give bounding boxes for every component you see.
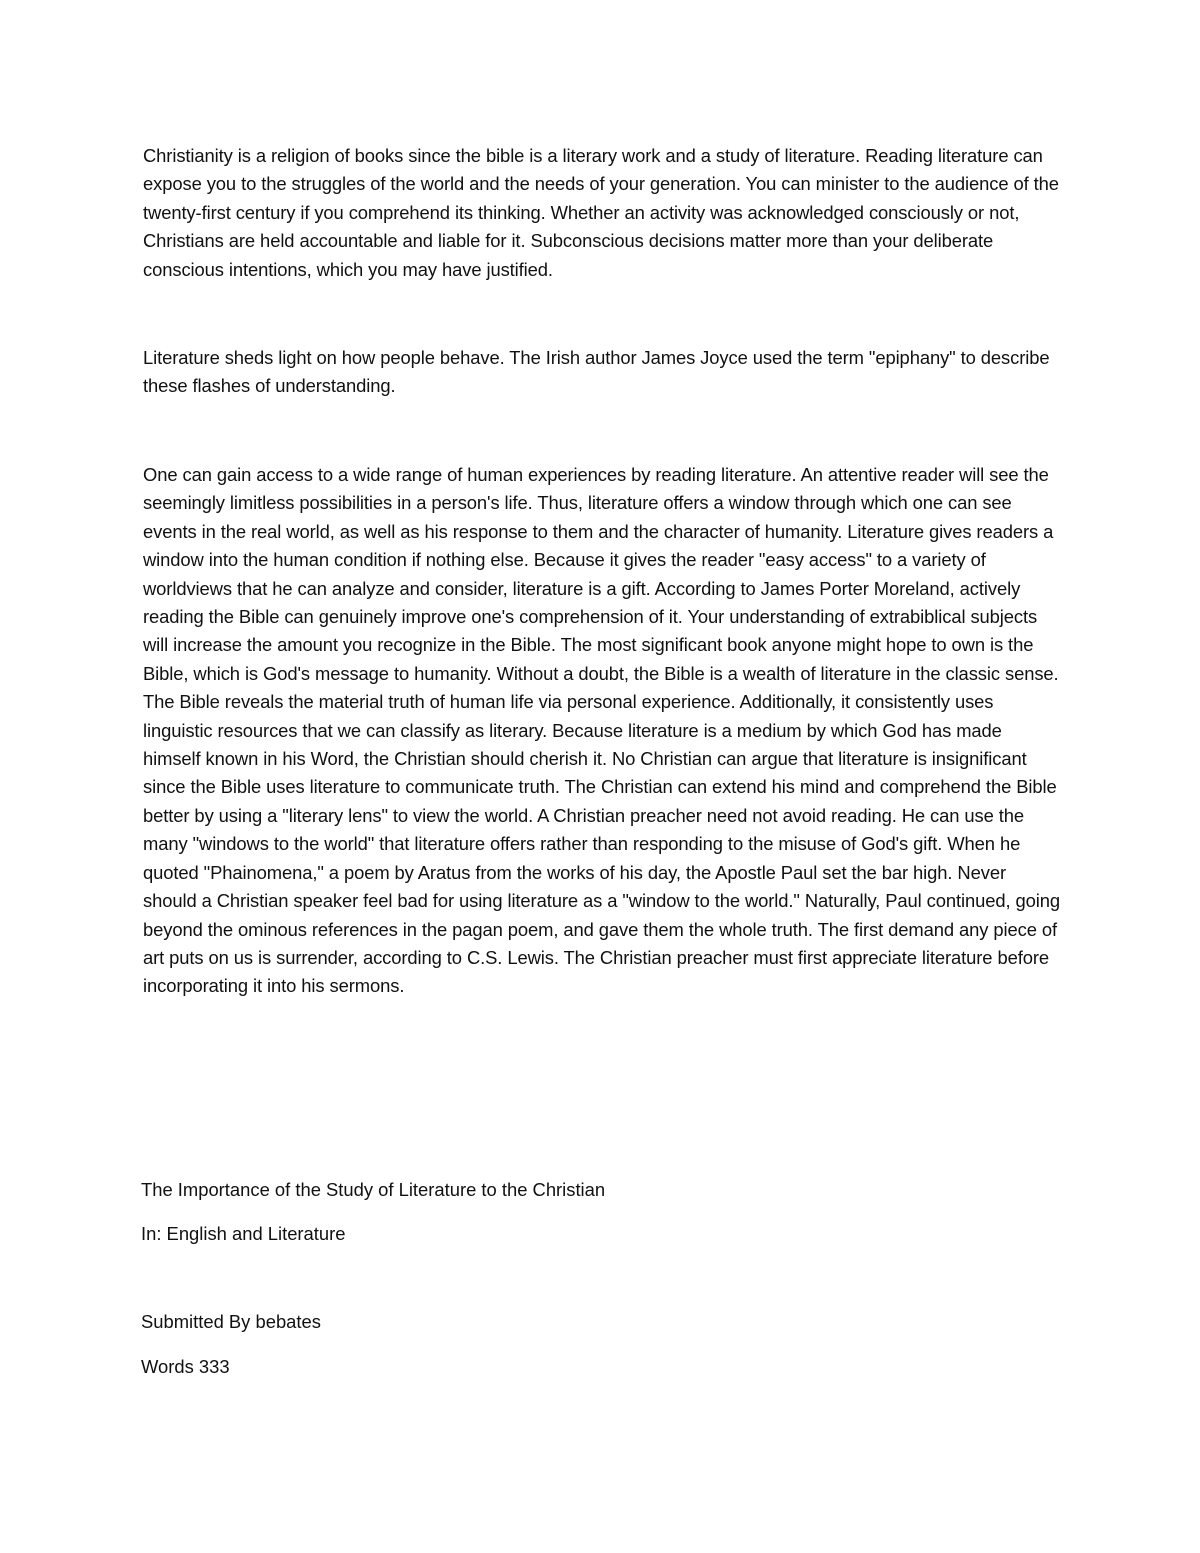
document-submitter: Submitted By bebates [141, 1311, 321, 1332]
document-word-count: Words 333 [141, 1356, 230, 1377]
document-category: In: English and Literature [141, 1223, 346, 1244]
paragraph-epiphany: Literature sheds light on how people behave. The Irish author James Joyce used the term "epiphany" to describe these flashes of understanding. [143, 347, 1050, 397]
paragraph-intro: Christianity is a religion of books since the bible is a literary work and a study of literature. Reading literature can expose you to the struggles of the world and the needs of your generation. You can minister to the audience of the twenty-first century if you comprehend its thinking. Whether an activity was acknowledged consciously or not, Christians are held accountable and liable for it. Subconscious decisions matter more than your deliberate conscious intentions, which you may have justified. [143, 145, 1059, 280]
paragraph-main: One can gain access to a wide range of human experiences by reading literature. An attentive reader will see the seemingly limitless possibilities in a person's life. Thus, literature offers a window through which one can see events in the real world, as well as his response to them and the character of humanity. Literature gives readers a window into the human condition if nothing else. Because it gives the reader "easy access" to a variety of worldviews that he can analyze and consider, literature is a gift. According to James Porter Moreland, actively reading the Bible can genuinely improve one's comprehension of it. Your understanding of extrabiblical subjects will increase the amount you recognize in the Bible. The most significant book anyone might hope to own is the Bible, which is God's message to humanity. Without a doubt, the Bible is a wealth of literature in the classic sense. The Bible reveals the material truth of human life via personal experience. Additionally, it consistently uses linguistic resources that we can classify as literary. Because literature is a medium by which God has made himself known in his Word, the Christian should cherish it. No Christian can argue that literature is insignificant since the Bible uses literature to communicate truth. The Christian can extend his mind and comprehend the Bible better by using a "literary lens" to view the world. A Christian preacher need not avoid reading. He can use the many "windows to the world" that literature offers rather than responding to the misuse of God's gift. When he quoted "Phainomena," a poem by Aratus from the works of his day, the Apostle Paul set the bar high. Never should a Christian speaker feel bad for using literature as a "window to the world." Naturally, Paul continued, going beyond the ominous references in the pagan poem, and gave them the whole truth. The first demand any piece of art puts on us is surrender, according to C.S. Lewis. The Christian preacher must first appreciate literature before incorporating it into his sermons. [143, 464, 1060, 997]
document-title: The Importance of the Study of Literature to the Christian [141, 1179, 606, 1200]
